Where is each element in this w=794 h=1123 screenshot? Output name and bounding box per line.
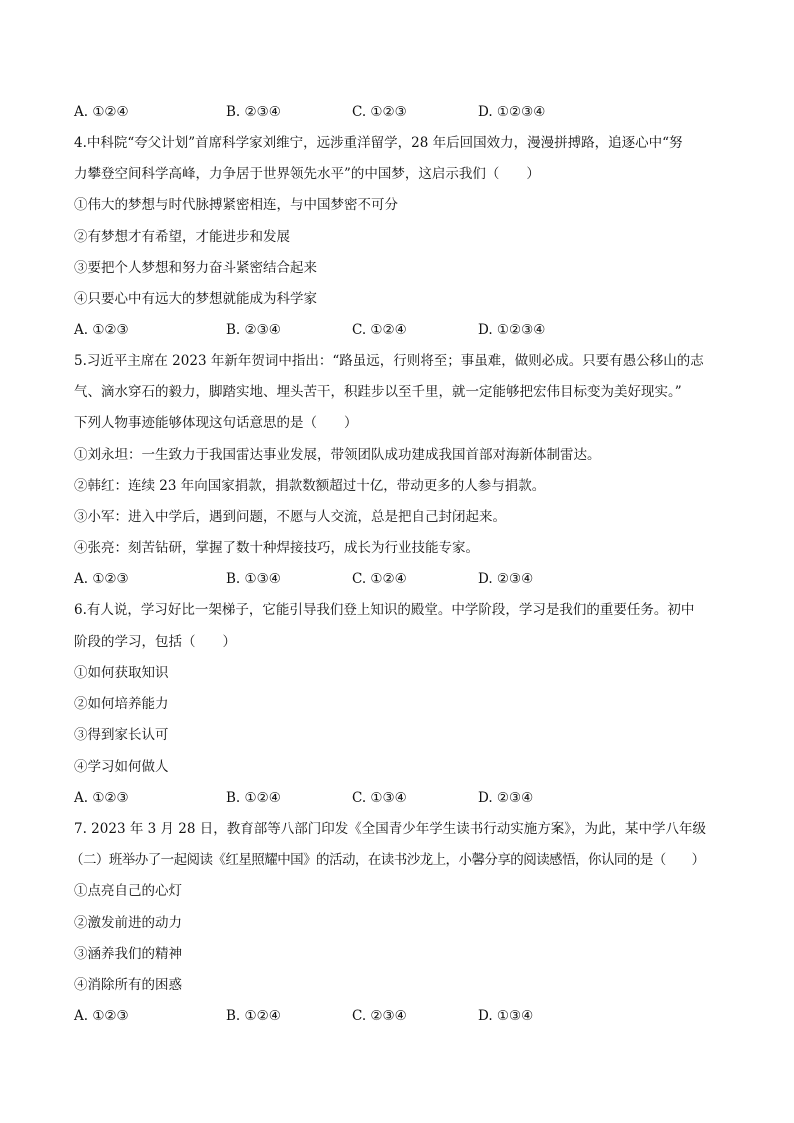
q6-item-2: ②如何培养能力	[74, 696, 169, 712]
q5-option-a: A. ①②③	[74, 571, 129, 587]
q3-options	[74, 103, 734, 121]
q3-option-b: B. ②③④	[226, 104, 281, 120]
q5-stem-line-2: 气、滴水穿石的毅力，脚踏实地、埋头苦干，积跬步以至千里，就一定能够把宏伟目标变为美好现实。”	[74, 384, 682, 400]
q5-item-3: ③小军：进入中学后，遇到问题，不愿与人交流，总是把自己封闭起来。	[74, 509, 506, 525]
q6-item-3: ③得到家长认可	[74, 727, 169, 743]
q4-item-4: ④只要心中有远大的梦想就能成为科学家	[74, 291, 317, 307]
q6-option-b: B. ①②④	[226, 790, 281, 806]
q6-option-d: D. ②③④	[478, 790, 534, 806]
q4-option-b: B. ②③④	[226, 322, 281, 338]
q6-item-1: ①如何获取知识	[74, 665, 169, 681]
q5-item-1: ①刘永坦：一生致力于我国雷达事业发展，带领团队成功建成我国首部对海新体制雷达。	[74, 447, 601, 463]
q5-item-2: ②韩红：连续 23 年向国家捐款，捐款数额超过十亿，带动更多的人参与捐款。	[74, 478, 546, 494]
q7-option-a: A. ①②③	[74, 1008, 129, 1024]
q7-option-c: C. ②③④	[352, 1008, 407, 1024]
q5-item-4: ④张亮：刻苦钻研，掌握了数十种焊接技巧，成长为行业技能专家。	[74, 540, 479, 556]
q4-option-d: D. ①②③④	[478, 322, 546, 338]
q6-options	[74, 789, 734, 807]
q5-stem-line-3: 下列人物事迹能够体现这句话意思的是（ ）	[74, 415, 358, 431]
q7-stem-line-1: 7. 2023 年 3 月 28 日，教育部等八部门印发《全国青少年学生读书行动实施方案》，为此，某中学八年级	[74, 821, 707, 837]
q3-option-a: A. ①②④	[74, 104, 129, 120]
q7-option-d: D. ①③④	[478, 1008, 534, 1024]
q5-stem-line-1: 5.习近平主席在 2023 年新年贺词中指出：“路虽远，行则将至；事虽难，做则必成。只要有愚公移山的志	[74, 353, 704, 369]
q6-stem-line-1: 6.有人说，学习好比一架梯子，它能引导我们登上知识的殿堂。中学阶段，学习是我们的重要任务。初中	[74, 602, 695, 618]
q4-item-1: ①伟大的梦想与时代脉搏紧密相连，与中国梦密不可分	[74, 197, 398, 213]
q7-options	[74, 1007, 734, 1025]
q3-option-c: C. ①②③	[352, 104, 407, 120]
q4-item-2: ②有梦想才有希望，才能进步和发展	[74, 229, 290, 245]
q5-option-b: B. ①③④	[226, 571, 281, 587]
q7-item-2: ②激发前进的动力	[74, 915, 182, 931]
q7-item-1: ①点亮自己的心灯	[74, 883, 182, 899]
q4-options	[74, 321, 734, 339]
q4-stem-line-1: 4.中科院“夸父计划”首席科学家刘维宁，远涉重洋留学，28 年后回国效力，漫漫拼搏路，追逐心中“努	[74, 135, 683, 151]
q6-option-c: C. ①③④	[352, 790, 407, 806]
q7-item-4: ④消除所有的困惑	[74, 977, 182, 993]
q5-option-d: D. ②③④	[478, 571, 534, 587]
q7-item-3: ③涵养我们的精神	[74, 946, 182, 962]
q7-stem-line-2: （二）班举办了一起阅读《红星照耀中国》的活动，在读书沙龙上，小馨分享的阅读感悟，你认同的是（ ）	[70, 852, 705, 868]
q4-item-3: ③要把个人梦想和努力奋斗紧密结合起来	[74, 260, 317, 276]
q7-option-b: B. ①②④	[226, 1008, 281, 1024]
q5-option-c: C. ①②④	[352, 571, 407, 587]
q6-item-4: ④学习如何做人	[74, 759, 169, 775]
q4-option-c: C. ①②④	[352, 322, 407, 338]
q4-option-a: A. ①②③	[74, 322, 129, 338]
q3-option-d: D. ①②③④	[478, 104, 546, 120]
q6-option-a: A. ①②③	[74, 790, 129, 806]
q6-stem-line-2: 阶段的学习，包括（ ）	[74, 634, 236, 650]
q5-options	[74, 570, 734, 588]
q4-stem-line-2: 力攀登空间科学高峰，力争居于世界领先水平”的中国梦，这启示我们（ ）	[74, 166, 540, 182]
